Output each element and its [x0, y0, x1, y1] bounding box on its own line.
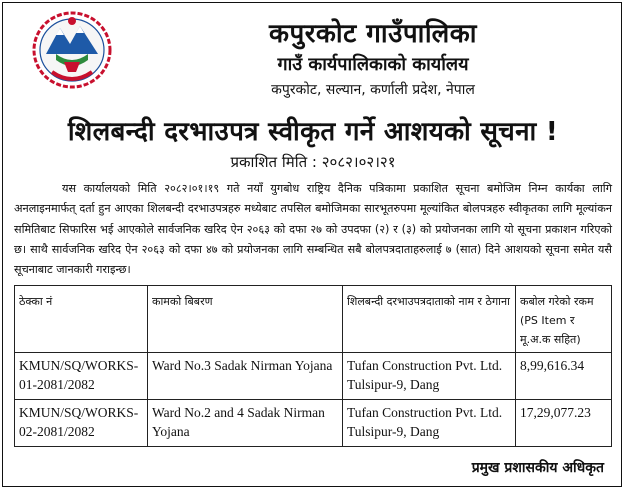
- amount-cell: 8,99,616.34: [516, 353, 612, 400]
- amount-cell: 17,29,077.23: [516, 400, 612, 447]
- office-name: गाउँ कार्यपालिकाको कार्यालय: [277, 54, 469, 75]
- contracts-table: [14, 285, 612, 447]
- table-row: [15, 353, 612, 400]
- table-row: [15, 400, 612, 447]
- bidder-cell: Tufan Construction Pvt. Ltd. Tulsipur-9, Dang: [343, 400, 516, 447]
- table-header-row: [15, 286, 612, 353]
- header-bidder-name-address: शिलबन्दी दरभाउपत्रदाताको नाम र ठेगाना: [343, 286, 516, 353]
- signatory-title: प्रमुख प्रशासकीय अधिकृत: [471, 460, 604, 476]
- office-address: कपुरकोट, सल्यान, कर्णाली प्रदेश, नेपाल: [271, 82, 475, 98]
- municipality-name: कपुरकोट गाउँपालिका: [269, 19, 477, 49]
- header-work-description: कामको बिबरण: [148, 286, 343, 353]
- notice-title: शिलबन्दी दरभाउपत्र स्वीकृत गर्ने आशयको सूचना !: [67, 117, 559, 147]
- header-bid-amount: कबोल गरेको रकम (PS Item र मू.अ.क सहित): [516, 286, 612, 353]
- bidder-cell: Tufan Construction Pvt. Ltd. Tulsipur-9, Dang: [343, 353, 516, 400]
- notice-body: यस कार्यालयको मिति २०८२।०१।१९ गते नयाँ युगबोध राष्ट्रिय दैनिक पत्रिकामा प्रकाशित सूचना बमोजिम निम्न कार्यका लागि अनलाइनमार्फत् दर्ता हुन आएका शिलबन्दी दरभाउपत्रहरु मध्येबाट तपसिल बमोजिमका सारभूतरुपमा मूल्यांकित बोलपत्रहरु स्वीकृतका लागि मूल्यांकन समितिबाट सिफारिस भई आएकोले सार्वजनिक खरिद ऐन २०६३ को दफा २७ को उपदफा (२) र (३) को प्रयोजनका लागि यो सूचना प्रकाशन गरिएको छ। साथै सार्वजनिक खरिद ऐन २०६३ को दफा ४७ को प्रयोजनका लागि सम्बन्धित सबै बोलपत्रदाताहरुलाई ७ (सात) दिने आशयको सूचना समेत यसै सूचनाबाट जानकारी गराइन्छ।: [14, 182, 612, 277]
- work-description-cell: Ward No.3 Sadak Nirman Yojana: [148, 353, 343, 400]
- published-date: प्रकाशित मिति : २०८२।०२।२१: [230, 153, 396, 171]
- contract-no-cell: KMUN/SQ/WORKS-01-2081/2082: [15, 353, 148, 400]
- nepal-emblem-icon: [30, 10, 114, 90]
- work-description-cell: Ward No.2 and 4 Sadak Nirman Yojana: [148, 400, 343, 447]
- contract-no-cell: KMUN/SQ/WORKS-02-2081/2082: [15, 400, 148, 447]
- header-contract-no: ठेक्का नं: [15, 286, 148, 353]
